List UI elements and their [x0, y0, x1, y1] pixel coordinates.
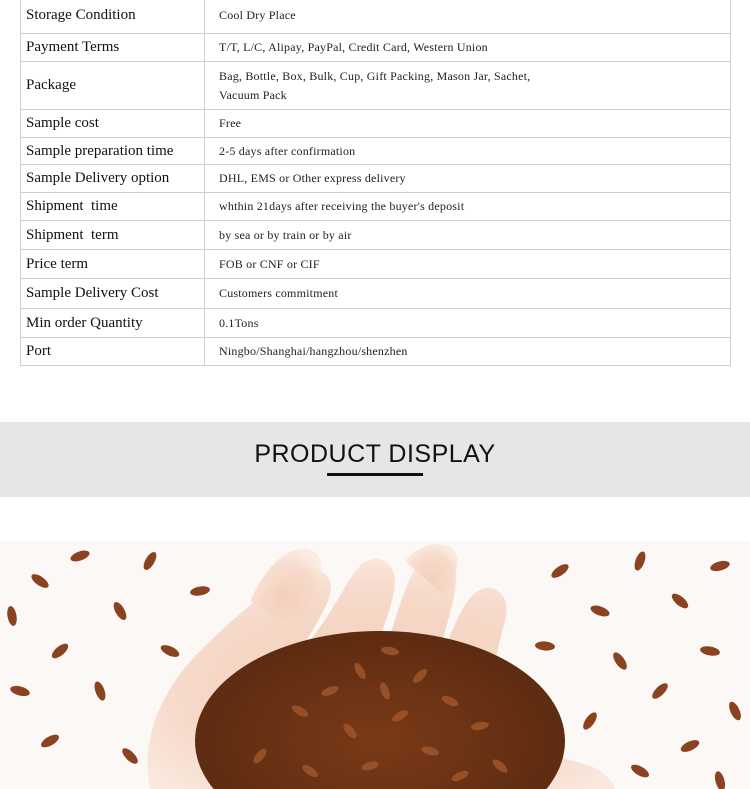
row-label: Min order Quantity [21, 309, 205, 338]
row-label: Shipment term [21, 221, 205, 250]
section-title: PRODUCT DISPLAY [254, 440, 496, 468]
table-row [21, 110, 731, 138]
row-value: by sea or by train or by air [205, 221, 731, 250]
row-label: Port [21, 338, 205, 366]
table-row [21, 193, 731, 221]
table-row [21, 62, 731, 110]
roasted-barley-grains-in-hands-image [0, 541, 750, 789]
table-row [21, 221, 731, 250]
row-label: Package [21, 62, 205, 110]
table-row [21, 34, 731, 62]
row-value: whthin 21days after receiving the buyer's deposit [205, 193, 731, 221]
row-label: Price term [21, 250, 205, 279]
row-label: Shipment time [21, 193, 205, 221]
table-row [21, 138, 731, 165]
row-label: Sample Delivery option [21, 165, 205, 193]
specification-table [20, 0, 731, 366]
row-value: T/T, L/C, Alipay, PayPal, Credit Card, Western Union [205, 34, 731, 62]
product-display-banner [0, 422, 750, 497]
row-value-line: Bag, Bottle, Box, Bulk, Cup, Gift Packing, Mason Jar, Sachet, [219, 68, 531, 83]
row-value-line: Vacuum Pack [219, 87, 287, 102]
row-value [205, 62, 731, 110]
row-value: Free [205, 110, 731, 138]
row-value: Ningbo/Shanghai/hangzhou/shenzhen [205, 338, 731, 366]
row-label: Payment Terms [21, 34, 205, 62]
row-value: Cool Dry Place [205, 0, 731, 34]
table-row [21, 309, 731, 338]
row-value: 0.1Tons [205, 309, 731, 338]
table-row [21, 165, 731, 193]
row-value: DHL, EMS or Other express delivery [205, 165, 731, 193]
table-row [21, 250, 731, 279]
table-row [21, 338, 731, 366]
row-label: Sample cost [21, 110, 205, 138]
row-value: 2-5 days after confirmation [205, 138, 731, 165]
row-value: Customers commitment [205, 279, 731, 309]
row-label: Sample Delivery Cost [21, 279, 205, 309]
title-underline [327, 473, 423, 476]
table-row [21, 0, 731, 34]
table-row [21, 279, 731, 309]
product-photo [0, 541, 750, 789]
row-label: Storage Condition [21, 0, 205, 34]
row-value: FOB or CNF or CIF [205, 250, 731, 279]
row-label: Sample preparation time [21, 138, 205, 165]
